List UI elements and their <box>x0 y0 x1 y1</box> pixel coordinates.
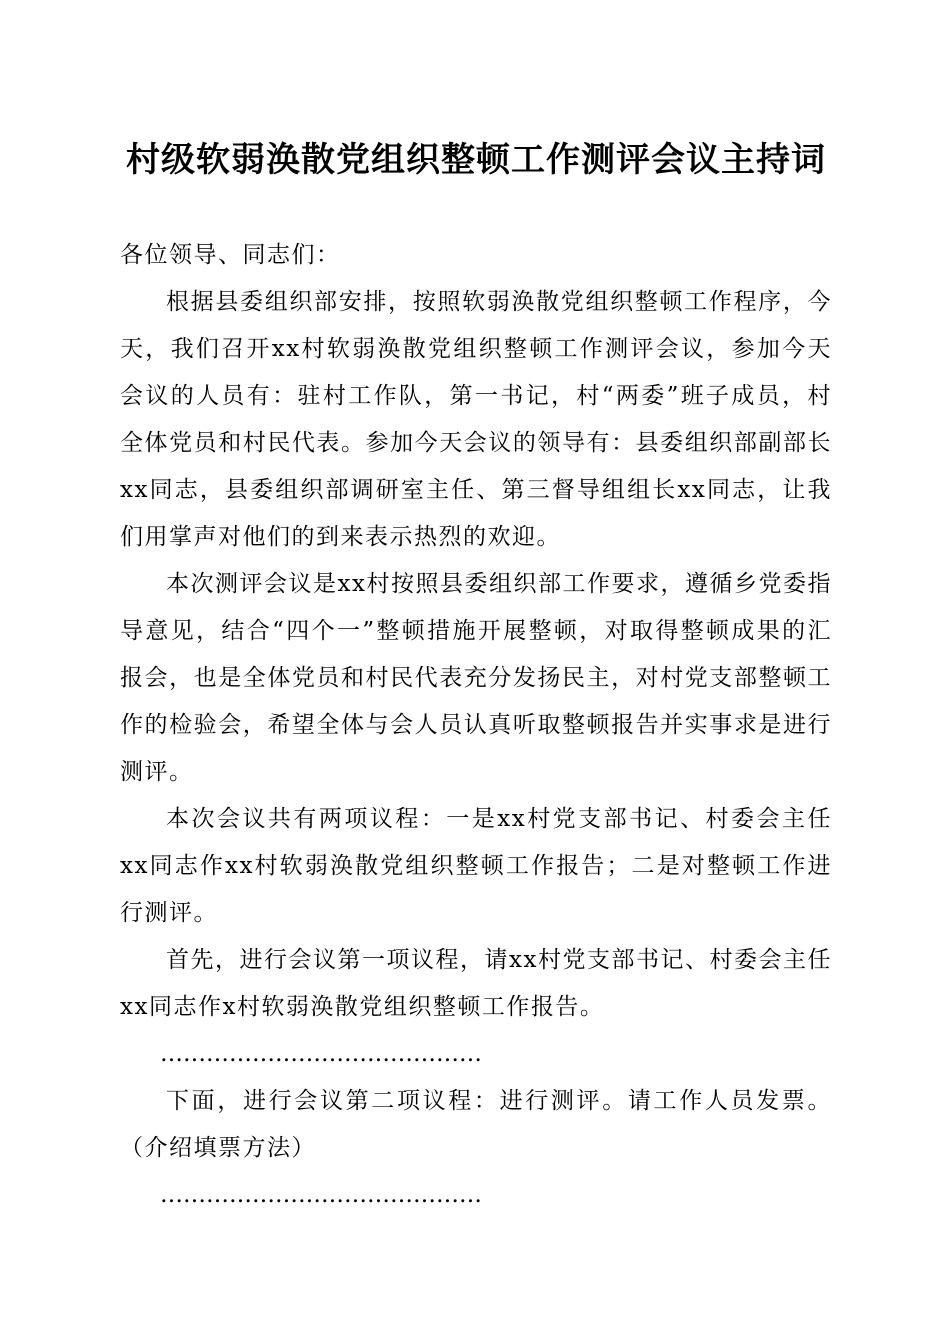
paragraph-agenda: 本次会议共有两项议程：一是xx村党支部书记、村委会主任xx同志作xx村软弱涣散党组织整顿工作报告；二是对整顿工作进行测评。 <box>120 806 832 926</box>
paragraph-purpose: 本次测评会议是xx村按照县委组织部工作要求，遵循乡党委指导意见，结合“四个一”整顿措施开展整顿，对取得整顿成果的汇报会，也是全体党员和村民代表充分发扬民主，对村党支部整顿工作的检验会，希望全体与会人员认真听取整顿报告并实事求是进行测评。 <box>120 571 832 785</box>
ellipsis-divider: …………………………………… <box>160 1182 482 1208</box>
document-title: 村级软弱涣散党组织整顿工作测评会议主持词 <box>126 140 826 180</box>
paragraph-second-item: 下面，进行会议第二项议程：进行测评。请工作人员发票。（介绍填票方法） <box>120 1088 832 1161</box>
paragraph-first-item: 首先，进行会议第一项议程，请xx村党支部书记、村委会主任xx同志作x村软弱涣散党组织整顿工作报告。 <box>120 947 832 1020</box>
ellipsis-divider: …………………………………… <box>160 1041 482 1067</box>
document-body <box>120 232 832 1219</box>
paragraph-intro: 根据县委组织部安排，按照软弱涣散党组织整顿工作程序，今天，我们召开xx村软弱涣散党组织整顿工作测评会议，参加今天会议的人员有：驻村工作队，第一书记，村“两委”班子成员，村全体党员和村民代表。参加今天会议的领导有：县委组织部副部长xx同志，县委组织部调研室主任、第三督导组组长xx同志，让我们用掌声对他们的到来表示热烈的欢迎。 <box>120 289 832 550</box>
salutation: 各位领导、同志们： <box>120 242 341 268</box>
